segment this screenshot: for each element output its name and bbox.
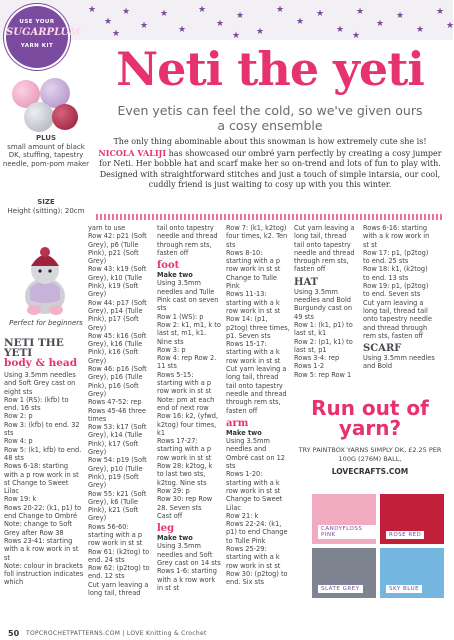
section-heading-hat: HAT <box>294 276 319 288</box>
star-icon: ★ <box>436 7 445 17</box>
beginner-caption: Perfect for beginners <box>9 319 83 327</box>
plus-label: PLUS <box>35 134 57 142</box>
scarf-text: Using 3.5mm needles and Bold <box>363 354 435 371</box>
col6-text-top: Rows 6-16: starting with a k row work in st st Row 17: p1, (p2tog) to end. 25 sts Row 18: k1, (k2tog) to end. 13 sts Row 19: p1, (p2tog) to end. Seven sts Cut yarn leaving a long tail, thread tail onto tapestry needle and thread through rem sts, fasten off <box>363 224 432 340</box>
zigzag-divider <box>96 214 444 220</box>
swatch-label: ROSE RED <box>386 531 424 539</box>
arm-make: Make two <box>226 428 262 437</box>
section-heading-neti: NETI THE YETI <box>4 337 64 359</box>
intro-paragraph <box>96 137 444 191</box>
col3-text-top: tail onto tapestry needle and thread through rem sts, fasten off <box>157 224 218 257</box>
star-icon: ★ <box>236 11 245 21</box>
foot-make: Make two <box>157 271 193 280</box>
section-heading-leg: leg <box>157 523 175 535</box>
swatch-label: SKY BLUE <box>386 585 422 593</box>
star-icon: ★ <box>356 7 365 17</box>
star-icon: ★ <box>160 9 169 19</box>
star-icon: ★ <box>296 17 305 27</box>
section-heading-foot: foot <box>157 260 180 272</box>
pattern-column-3 <box>157 224 221 592</box>
badge-line1: USE YOUR <box>19 19 55 25</box>
section-heading-scarf: SCARF <box>363 343 402 355</box>
star-icon: ★ <box>112 29 121 39</box>
star-icon: ★ <box>178 25 187 35</box>
runout-description: TRY PAINTBOX YARNS SIMPLY DK, £2.25 PER 100G (276M) BALL, <box>298 446 442 463</box>
swatch-candyfloss-pink <box>312 494 376 544</box>
star-icon: ★ <box>276 5 285 15</box>
star-icon: ★ <box>198 5 207 15</box>
sidebar-size <box>0 198 92 215</box>
size-text: Height (sitting): 20cm <box>7 206 85 215</box>
page-subtitle: Even yetis can feel the cold, so we've given ours a cosy ensemble <box>117 103 423 133</box>
col4-text-top: Row 7: (k1, k2tog) four times, k2. Ten sts Rows 8-10: starting with a p row work in st st Change to Tulle Pink Rows 11-13: starting with a k row work in st st Row 14: (p1, p2tog) three times, p1. Seven sts Rows 15-17: starting with a k row work in st st Cut yarn leaving a long tail, thread tail onto tapestry needle and thread through rem sts, fasten off <box>226 224 290 415</box>
pattern-column-4 <box>226 224 290 586</box>
pattern-column-6 <box>363 224 435 371</box>
star-icon: ★ <box>256 27 265 37</box>
run-out-of-yarn-panel <box>294 398 446 488</box>
star-icon: ★ <box>232 31 241 41</box>
star-icon: ★ <box>122 7 131 17</box>
page-number: 50 <box>8 629 20 638</box>
size-label: SIZE <box>37 198 55 206</box>
badge-line3: YARN KIT <box>20 43 54 49</box>
page-footer <box>0 627 453 640</box>
star-icon: ★ <box>446 21 454 31</box>
intro-text-1: The only thing abominable about this snowman is how extremely cute she is! <box>113 137 427 146</box>
yarn-ball-burgundy <box>52 104 78 130</box>
star-icon: ★ <box>336 25 345 35</box>
pattern-column-5 <box>294 224 358 379</box>
yeti-toy-illustration <box>8 248 82 318</box>
plus-text: small amount of black DK, stuffing, tapestry needle, pom-pom maker <box>2 142 90 168</box>
leg-text: Using 3.5mm needles and Soft Grey cast on 14 sts Rows 1-6: starting with a k row work in st st <box>157 542 221 592</box>
swatch-slate-grey <box>312 548 376 598</box>
runout-url: LOVECRAFTS.COM <box>331 467 409 476</box>
swatch-label: SLATE GREY <box>318 585 363 593</box>
leg-make: Make two <box>157 534 193 543</box>
star-icon: ★ <box>316 9 325 19</box>
col1-text: Using 3.5mm needles and Soft Grey cast on eight sts Row 1 (RS): (kfb) to end. 16 sts Row 2: p Row 3: (kfb) to end. 32 sts Row 4: p Row 5: (k1, kfb) to end. 48 sts Rows 6-18: starting with a p row work in st st Change to Sweet Lilac Row 19: k Rows 20-22: (k1, p1) to end Change to Ombré Note: change to Soft Grey after Row 38 Rows 23-41: starting with a k row work in st st Note: colour in brackets foll instruction indicates which <box>4 371 84 587</box>
pattern-column-1 <box>4 338 84 587</box>
col2-text: yarn to use Row 42: p21 (Soft Grey), p6 (Tulle Pink), p21 (Soft Grey) Row 43: k19 (Soft Grey), k10 (Tulle Pink), k19 (Soft Grey) Row 44: p17 (Soft Grey), p14 (Tulle Pink), p17 (Soft Grey) Row 45: k16 (Soft Grey), k16 (Tulle Pink), k16 (Soft Grey) Row 46: p16 (Soft Grey), p16 (Tulle Pink), p16 (Soft Grey) Rows 47-52: rep Rows 45-46 three times Row 53: k17 (Soft Grey), k14 (Tulle Pink), k17 (Soft Grey) Row 54: p19 (Soft Grey), p10 (Tulle Pink), p19 (Soft Grey) Row 55: k21 (Soft Grey), k6 (Tulle Pink), k21 (Soft Grey) Rows 56-60: starting with a p row work in st st Row 61: (k2tog) to end. 24 sts Row 62: (p2tog) to end. 12 sts Cut yarn leaving a long tail, thread <box>88 224 150 598</box>
sidebar-plus <box>0 134 92 168</box>
intro-text-2: has showcased our ombré yarn perfectly by creating a cosy jumper for Neti. Her bobble hat and scarf make her so on-trend and lots of fun to play with. Designed with straightforward stitches and just a touch of simple intarsia, our cool, cuddly friend is just waiting to cosy up with you this winter. <box>99 148 442 189</box>
footer-site: TOPCROCHETPATTERNS.COM | LOVE Knitting & Crochet <box>26 630 207 637</box>
page-title: Neti the yeti <box>116 42 424 96</box>
foot-text: Using 3.5mm needles and Tulle Pink cast on seven sts Row 1 (WS): p Row 2: k1, m1, k to last st, m1, k1. Nine sts Row 3: p Row 4: rep Row 2. 11 sts Rows 5-15: starting with a p row work in st st Note: pm at each end of next row Row 16: k2, (yfwd, k2tog) four times, k1 Rows 17-27: starting with a p row work in st st Row 28: k2tog, k to last two sts, k2tog. Nine sts Row 29: p Row 30: rep Row 28. Seven sts Cast off <box>157 279 221 520</box>
yarn-ball-grey <box>24 102 54 132</box>
star-icon: ★ <box>352 31 361 41</box>
star-icon: ★ <box>376 19 385 29</box>
swatch-label: CANDYFLOSS PINK <box>318 525 376 539</box>
swatch-sky-blue <box>380 548 444 598</box>
swatch-rose-red <box>380 494 444 544</box>
hat-text: Using 3.5mm needles and Bold Burgundy cast on 49 sts Row 1: (k1, p1) to last st, k1 Row 2: (p1, k1) to last st, p1 Rows 3-4: rep Rows 1-2 Row 5: rep Row 1 <box>294 287 353 379</box>
star-icon: ★ <box>140 21 149 31</box>
sugarplum-kit-badge <box>6 6 81 68</box>
section-heading-body-head: body & head <box>4 357 78 369</box>
star-icon: ★ <box>104 17 113 27</box>
badge-line2: SUGARPLUM <box>6 27 81 38</box>
star-icon: ★ <box>216 19 225 29</box>
star-icon: ★ <box>416 25 425 35</box>
arm-text: Using 3.5mm needles and Ombré cast on 12 sts Rows 1-20: starting with a k row work in st st Change to Sweet Lilac Row 21: k Rows 22-24: (k1, p1) to end Change to Tulle Pink Rows 25-29: starting with a k row work in st st Row 30: (p2tog) to end. Six sts <box>226 437 288 587</box>
designer-name: NICOLA VALIJI <box>98 147 167 158</box>
star-icon: ★ <box>88 5 97 15</box>
runout-title: Run out of yarn? <box>311 396 429 440</box>
star-icon: ★ <box>396 11 405 21</box>
pattern-column-2 <box>88 224 152 597</box>
section-heading-arm: arm <box>226 417 249 429</box>
col5-text-top: Cut yarn leaving a long tail, thread tail onto tapestry needle and thread through rem sts, fasten off <box>294 224 355 274</box>
